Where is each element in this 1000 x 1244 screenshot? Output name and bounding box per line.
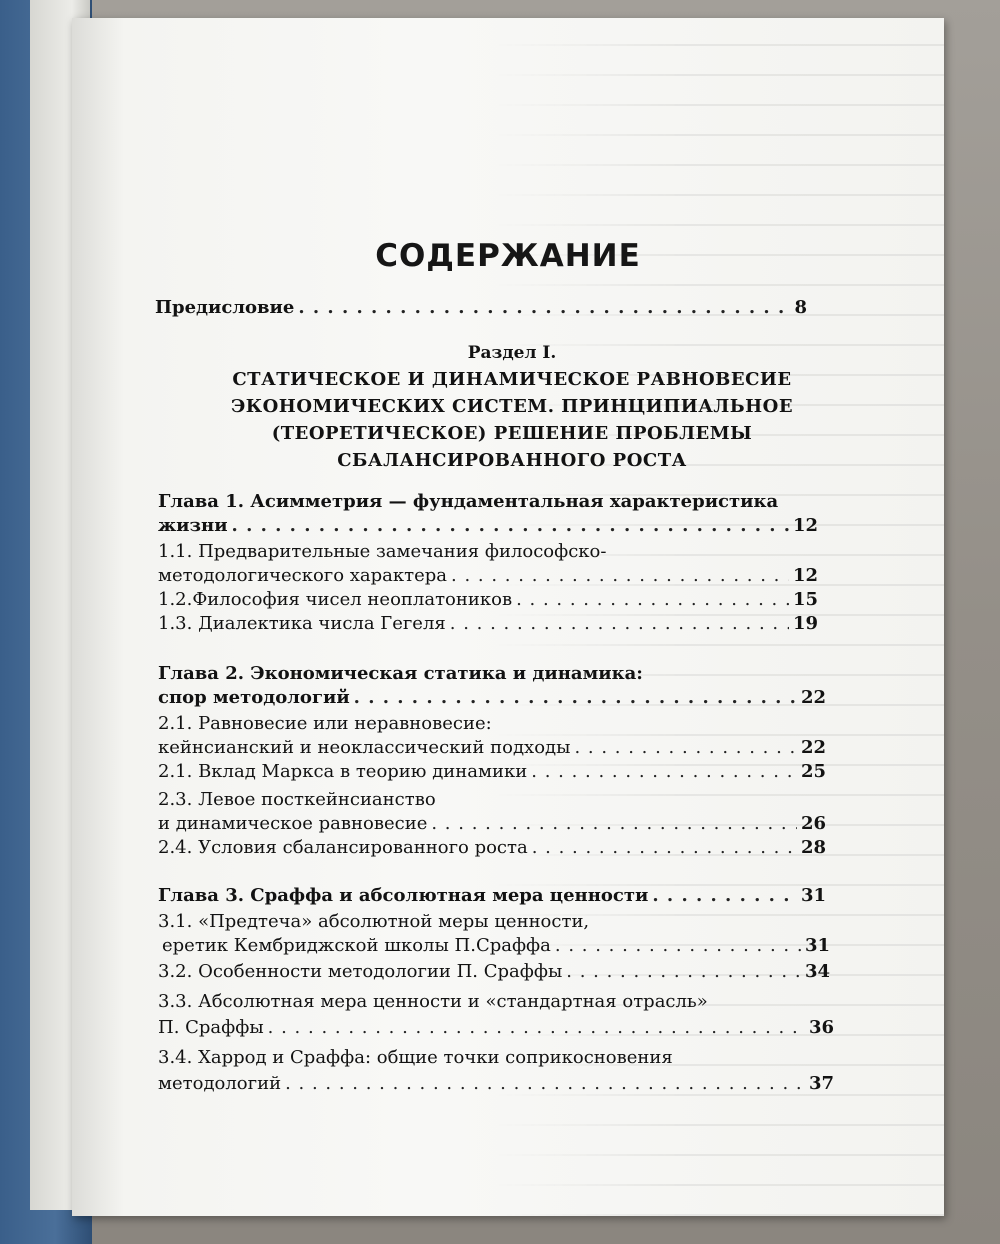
toc-entry-label: П. Сраффы — [158, 1017, 264, 1038]
leader-dots — [450, 612, 789, 636]
toc-item-line: 3.3. Абсолютная мера ценности и «стандартная отрасль» — [158, 991, 708, 1012]
leader-dots — [531, 760, 797, 784]
toc-page-number: 31 — [804, 935, 830, 956]
leader-dots — [354, 686, 797, 710]
leader-dots — [566, 960, 801, 984]
toc-page-number: 34 — [804, 961, 830, 982]
toc-entry-label: Глава 3. Сраффа и абсолютная мера ценности — [158, 885, 649, 906]
toc-entry-item — [158, 812, 826, 836]
leader-dots — [652, 884, 797, 908]
toc-entry-label: 2.1. Вклад Маркса в теорию динамики — [158, 761, 528, 782]
toc-page-number: 19 — [792, 613, 818, 634]
toc-entry-label: Предисловие — [155, 297, 295, 318]
toc-entry-item — [158, 564, 818, 588]
chapter-title: Глава 1. Асимметрия — фундаментальная характеристика — [158, 491, 779, 512]
toc-entry-label: 3.2. Особенности методологии П. Сраффы — [158, 961, 563, 982]
toc-entry-item — [158, 736, 826, 760]
leader-dots — [268, 1016, 805, 1040]
toc-entry-item — [158, 836, 826, 860]
section-title-line: ЭКОНОМИЧЕСКИХ СИСТЕМ. ПРИНЦИПИАЛЬНОЕ — [230, 396, 794, 417]
toc-entry-label: методологического характера — [158, 565, 448, 586]
toc-item-line: 3.4. Харрод и Сраффа: общие точки соприкосновения — [158, 1047, 673, 1068]
section-title-line: СТАТИЧЕСКОЕ И ДИНАМИЧЕСКОЕ РАВНОВЕСИЕ — [232, 369, 792, 390]
toc-entry-label: еретик Кембриджской школы П.Сраффа — [162, 935, 551, 956]
toc-entry-label: спор методологий — [158, 687, 350, 708]
leader-dots — [298, 296, 790, 320]
toc-entry-preface — [155, 296, 807, 320]
toc-entry-chapter — [158, 884, 826, 908]
toc-entry-label: 1.2.Философия чисел неоплатоников — [158, 589, 513, 610]
toc-item-line: 2.3. Левое посткейнсианство — [158, 789, 436, 810]
leader-dots — [555, 934, 801, 958]
leader-dots — [285, 1072, 805, 1096]
toc-page-number: 36 — [808, 1017, 834, 1038]
toc-entry-item — [158, 1072, 834, 1096]
toc-entry-item — [158, 612, 818, 636]
toc-entry-item — [158, 760, 826, 784]
toc-page-number: 25 — [800, 761, 826, 782]
section-label: Раздел I. — [467, 343, 557, 363]
toc-page-number: 15 — [792, 589, 818, 610]
section-title-line: (ТЕОРЕТИЧЕСКОЕ) РЕШЕНИЕ ПРОБЛЕМЫ — [271, 423, 753, 444]
toc-entry-item — [158, 960, 830, 984]
toc-entry-chapter — [158, 686, 826, 710]
toc-entry-label: жизни — [158, 515, 228, 536]
book-page — [72, 18, 944, 1216]
toc-entry-chapter — [158, 514, 818, 538]
toc-entry-item — [158, 1016, 834, 1040]
leader-dots — [574, 736, 796, 760]
toc-entry-item — [158, 588, 818, 612]
toc-page-number: 22 — [800, 687, 826, 708]
page-title: СОДЕРЖАНИЕ — [375, 238, 641, 274]
toc-item-line: 1.1. Предварительные замечания философско- — [158, 541, 607, 562]
toc-page-number: 26 — [800, 813, 826, 834]
chapter-title: Глава 2. Экономическая статика и динамика: — [158, 663, 643, 684]
toc-entry-label: методологий — [158, 1073, 282, 1094]
toc-item-line: 2.1. Равновесие или неравновесие: — [158, 713, 492, 734]
toc-page-number: 31 — [800, 885, 826, 906]
toc-entry-label: 2.4. Условия сбалансированного роста — [158, 837, 528, 858]
leader-dots — [431, 812, 797, 836]
leader-dots — [451, 564, 789, 588]
leader-dots — [532, 836, 797, 860]
toc-entry-item — [162, 934, 830, 958]
section-title-line: СБАЛАНСИРОВАННОГО РОСТА — [337, 450, 687, 471]
toc-entry-label: кейнсианский и неоклассический подходы — [158, 737, 571, 758]
section-heading — [182, 340, 842, 474]
toc-entry-label: и динамическое равновесие — [158, 813, 428, 834]
toc-page-number: 37 — [808, 1073, 834, 1094]
toc-page-number: 12 — [792, 565, 818, 586]
leader-dots — [232, 514, 789, 538]
toc-entry-label: 1.3. Диалектика числа Гегеля — [158, 613, 446, 634]
toc-page-number: 22 — [800, 737, 826, 758]
toc-page-number: 8 — [794, 297, 807, 318]
leader-dots — [516, 588, 789, 612]
toc-item-line: 3.1. «Предтеча» абсолютной меры ценности, — [158, 911, 590, 932]
toc-page-number: 12 — [792, 515, 818, 536]
toc-page-number: 28 — [800, 837, 826, 858]
